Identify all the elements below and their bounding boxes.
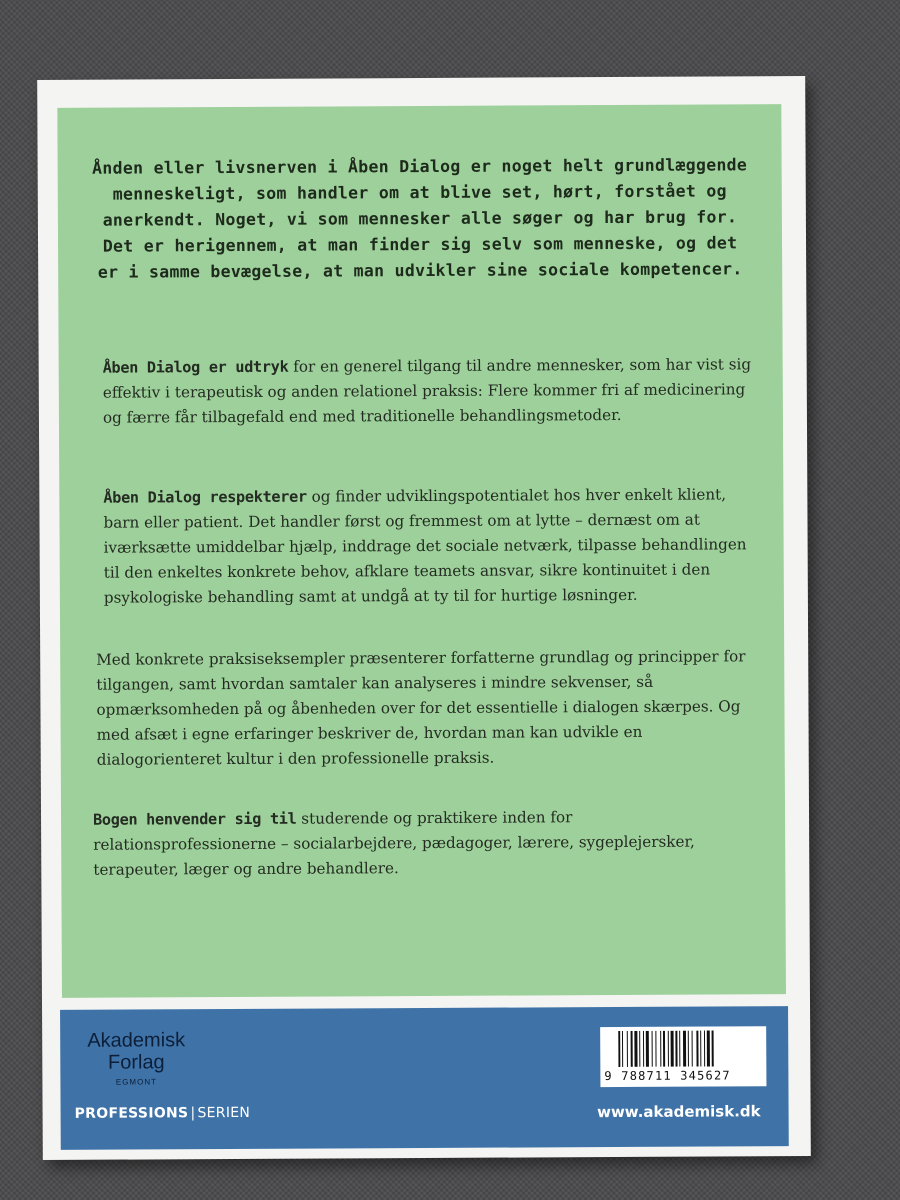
barcode-bar [652, 1031, 653, 1067]
paragraph-2-text: og finder udviklingspotentialet hos hver enkelt klient, barn eller patient. Det handler først og fremmest om at lytte – dernæst om at iværksætte umiddelbar hjælp, inddrage det sociale netværk, tilpasse behandlingen til den enkeltes konkrete behov, afklare teamets ansvar, sikre kontinuitet i den psykologiske behandling samt at undgå at ty til for hurtige løsninger. [103, 485, 747, 607]
series-name [75, 1105, 251, 1122]
publisher-band [60, 1006, 789, 1150]
barcode-bars [618, 1030, 758, 1067]
paragraph-3 [96, 644, 757, 772]
barcode-bar [688, 1031, 689, 1067]
barcode-bar [643, 1031, 644, 1067]
paragraph-4-lead: Bogen henvender sig til [93, 809, 297, 829]
paragraph-4-text: studerende og praktikere inden for relationsprofessionerne – socialarbejdere, pædagoger, lærere, sygeplejersker, terapeuter, læger og andre behandlere. [93, 808, 695, 879]
series-separator: | [190, 1105, 196, 1122]
barcode-bar [707, 1031, 710, 1067]
barcode-bar [631, 1031, 633, 1067]
barcode-bar [646, 1031, 649, 1067]
paragraph-1-text: for en generel tilgang til andre mennesker, som har vist sig effektiv i terapeutisk og anden relationel praksis: Flere kommer fri af medicinering og færre får tilbagefald end med traditionelle behandlingsmetoder. [102, 355, 752, 427]
series-part2: SERIEN [197, 1104, 251, 1122]
barcode-bar [663, 1031, 665, 1067]
book-back-cover [37, 76, 811, 1160]
barcode-bar [660, 1031, 661, 1067]
publisher-name-line1: Akademisk [87, 1029, 186, 1052]
green-text-panel [57, 104, 786, 998]
barcode-bar [692, 1031, 693, 1067]
barcode-bar [618, 1031, 620, 1067]
quote-text: Ånden eller livsnerven i Åben Dialog er noget helt grundlæggende menneskeligt, som handler om at blive set, hørt, forstået og anerkendt. Noget, vi som mennesker alle søger og har brug for. Det er herigennem, at man finder sig selv som menneske, og det er i samme bevægelse, at man udvikler sine sociale kompetencer. [92, 155, 748, 282]
barcode-bar [639, 1031, 640, 1067]
publisher-logo [76, 1029, 196, 1087]
barcode-bar [627, 1031, 628, 1067]
paragraph-1-lead: Åben Dialog er udtryk [102, 357, 289, 377]
barcode-bar [675, 1031, 677, 1067]
paragraph-4 [93, 804, 753, 882]
isbn-number: 9 788711 345627 [604, 1068, 731, 1084]
paragraph-2-lead: Åben Dialog respekterer [103, 487, 307, 507]
barcode-bar [668, 1031, 669, 1067]
barcode-bar [696, 1031, 698, 1067]
paragraph-1 [103, 352, 763, 430]
barcode-bar [679, 1031, 680, 1067]
barcode-bar [671, 1031, 674, 1067]
barcode-bar [683, 1031, 686, 1067]
barcode-bar [712, 1030, 714, 1066]
paragraph-3-text: Med konkrete praksiseksempler præsenterer forfatterne grundlag og principper for tilgangen, samt hvordan samtaler kan analyseres i mindre sekvenser, så opmærksomheden på og åbenheden over for det essentielle i dialogen skærpes. Og med afsæt i egne erfaringer beskriver de, hvordan man kan udvikle en dialogorienteret kultur i den professionelle praksis. [96, 647, 746, 769]
barcode-bar [622, 1031, 623, 1067]
publisher-name-line2: Forlag [107, 1051, 165, 1074]
barcode [600, 1026, 766, 1087]
barcode-bar [634, 1031, 637, 1067]
barcode-bar [700, 1031, 701, 1067]
paragraph-2 [103, 482, 764, 610]
barcode-bar [655, 1031, 656, 1067]
website-url: www.akademisk.dk [597, 1102, 761, 1122]
barcode-bar [704, 1031, 705, 1067]
series-part1: PROFESSIONS [74, 1105, 189, 1122]
publisher-parent: EGMONT [115, 1077, 157, 1087]
